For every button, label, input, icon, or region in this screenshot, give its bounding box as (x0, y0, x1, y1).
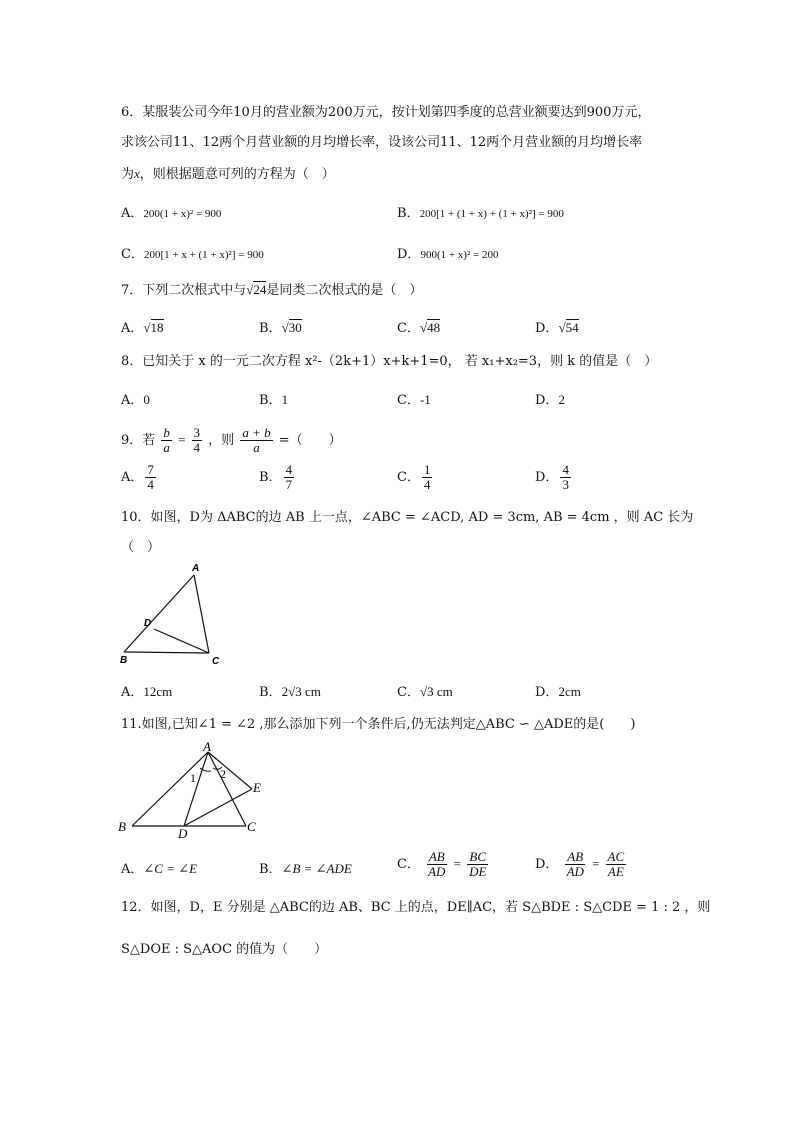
q10-label-a: A (192, 563, 200, 574)
q6-option-c[interactable]: C．200[1 + x + (1 + x)²] = 900 (121, 247, 264, 262)
q12-line2: S△DOE : S△AOC 的值为（ ） (121, 942, 328, 957)
q10-paren: （ ） (121, 540, 161, 555)
q10-label-b: B (120, 655, 128, 666)
q11-label-e: E (253, 780, 261, 795)
q10-label-c: C (212, 656, 220, 667)
q10-option-b[interactable]: B．2√3 cm (259, 684, 321, 700)
q8-option-a[interactable]: A．0 (121, 392, 150, 408)
q11-stem: 11.如图,已知∠1 = ∠2 ,那么添加下列一个条件后,仍无法判定△ABC ∽ △ADE的是( ) (121, 717, 636, 732)
fraction-3-over-4: $\frac{3}{4}$ (193, 425, 201, 455)
q11-option-c[interactable]: C． $\frac{AB}{AD}$ = $\frac{BC}{DE}$ (397, 849, 487, 879)
q6-line1: 6．某服装公司今年10月的营业额为200万元，按计划第四季度的总营业额要达到900万元， (121, 105, 651, 120)
q6-option-d[interactable]: D．900(1 + x)² = 200 (397, 247, 499, 262)
q9-option-c[interactable]: C． $\frac{1}{4}$ (397, 462, 431, 492)
q10-option-c[interactable]: C．√3 cm (397, 684, 453, 700)
q7-option-a[interactable]: A．√18 (121, 320, 164, 336)
q6-line2: 求该公司11、12两个月营业额的月均增长率，设该公司11、12两个月营业额的月均增长率 (121, 135, 643, 150)
q7-option-d[interactable]: D．√54 (535, 320, 579, 336)
q11-label-d: D (178, 826, 188, 840)
q10-option-a[interactable]: A．12cm (121, 684, 173, 700)
q6-option-b[interactable]: B．200[1 + (1 + x) + (1 + x)²] = 900 (397, 206, 564, 221)
q8-stem: 8．已知关于 x 的一元二次方程 x²-（2k+1）x+k+1=0， 若 x₁+x₂=3，则 k 的值是（ ） (121, 354, 658, 369)
q7-option-c[interactable]: C．√48 (397, 320, 441, 336)
q9-option-d[interactable]: D． $\frac{4}{3}$ (535, 462, 569, 492)
q7-option-b[interactable]: B．√30 (259, 320, 302, 336)
q11-option-d[interactable]: D． $\frac{AB}{AD}$ = $\frac{AC}{AE}$ (535, 849, 625, 879)
q6-line3: 为x，则根据题意可列的方程为（ ） (121, 166, 335, 182)
q11-angle-2: 2 (220, 767, 226, 781)
q6-option-a[interactable]: A．200(1 + x)² = 900 (121, 206, 222, 221)
q11-angle-1: 1 (190, 771, 196, 785)
q11-option-a[interactable]: A．∠C = ∠E (121, 861, 198, 877)
q11-label-a: A (203, 739, 211, 754)
q8-option-d[interactable]: D．2 (535, 392, 565, 408)
q9-option-a[interactable]: A． $\frac{7}{4}$ (121, 462, 154, 492)
q11-label-c: C (247, 819, 256, 834)
q10-option-d[interactable]: D．2cm (535, 684, 581, 700)
q12-line1: 12．如图，D，E 分别是 △ABC的边 AB、BC 上的点，DE∥AC，若 S△BDE : S△CDE = 1 : 2 ，则 (121, 900, 711, 915)
q8-option-b[interactable]: B．1 (259, 392, 289, 408)
fraction-apb-over-a: $\frac{a + b}{a}$ (242, 425, 271, 455)
q9-option-b[interactable]: B． $\frac{4}{7}$ (259, 462, 293, 492)
q10-triangle-figure (110, 560, 240, 670)
q11-triangle-figure (112, 738, 272, 840)
q10-stem: 10．如图，D为 ΔABC的边 AB 上一点，∠ABC = ∠ACD, AD = 3cm, AB = 4cm ，则 AC 长为 (121, 510, 694, 525)
q10-label-d: D (144, 618, 152, 629)
q7-stem: 7．下列二次根式中与√24是同类二次根式的是（ ） (121, 282, 423, 298)
q8-option-c[interactable]: C．-1 (397, 392, 431, 408)
q9-stem: 9．若 $\frac{b}{a}$ = $\frac{3}{4}$ ，则 $\frac{a + b}{a}$ =（ ） (121, 425, 342, 455)
q11-option-b[interactable]: B．∠B = ∠ADE (259, 861, 352, 877)
fraction-b-over-a: $\frac{b}{a}$ (163, 425, 170, 455)
q11-label-b: B (118, 819, 126, 834)
